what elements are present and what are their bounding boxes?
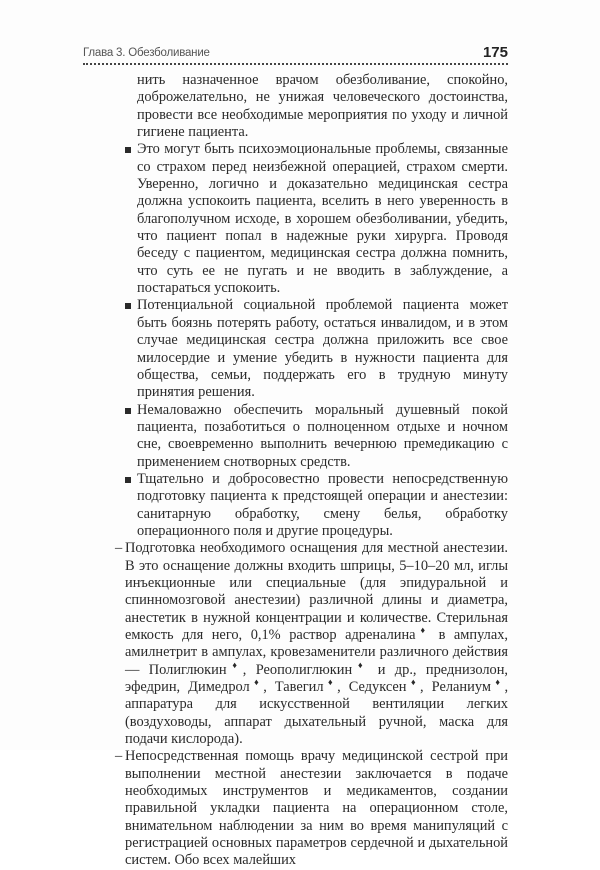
- bullet-text: Немаловажно обеспечить моральный душевный покой пациента, позаботиться о полноценном отдыхе и ночном сне, своевременно выполнить вечернюю премедикацию с применением снотворных средств.: [137, 401, 508, 470]
- bullet-text: Потенциальной социальной проблемой пациента может быть боязнь потерять работу, остаться инвалидом, и в этом случае медицинская сестра должна приложить все свое милосердие и умение убедить в нужности пациента для общества, семьи, поддержать его в трудную минуту принятия решения.: [137, 297, 508, 401]
- dash-marker: –: [115, 540, 123, 557]
- text-segment: , Тавегил: [263, 679, 324, 696]
- continued-paragraph: нить назначенное врачом обезболивание, спокойно, доброжелательно, не унижая человеческого достоинства, провести все необходимые мероприятия по уходу и личной гигиене пациента.: [137, 72, 508, 141]
- text-segment: и др., преднизолон, эфедрин, Димедрол: [125, 661, 508, 696]
- text-segment: в ампулах, амилнетрит в ампулах, кровезаменители различного действия — Полиглюкин: [125, 627, 509, 678]
- dash-list: [115, 540, 508, 870]
- body-text: [115, 72, 508, 870]
- dash-item-assistance: [115, 748, 508, 869]
- bullet-text: Это могут быть психоэмоциональные проблемы, связанные со страхом перед неизбежной операцией, страхом смерти. Уверенно, логично и доказательно медицинская сестра должна успокоить пациента, вселить в него уверенность в благополучном исходе, в хорошем обезболивании, убедить, что пациент попал в надежные руки хирурга. Проводя беседу с пациентом, медицинская сестра должна помнить, что суть ее не пугать и не вводить в заблуждение, а постараться успокоить.: [137, 141, 508, 297]
- trademark-marker-icon: ♦: [415, 625, 431, 636]
- text-segment: , аппаратура для искусственной вентиляции легких (воздуховоды, аппарат дыхательный ручной, маска для подачи кислорода).: [125, 679, 509, 748]
- trademark-marker-icon: ♦: [249, 677, 264, 688]
- page-number: 175: [482, 44, 508, 61]
- bullet-list: [115, 141, 508, 540]
- trademark-marker-icon: ♦: [490, 677, 505, 688]
- text-segment: Подготовка необходимого оснащения для местной анестезии. В это оснащение должны входить шприцы, 5–10–20 мл, иглы инъекционные или специальные (для эпидуральной и спинномозговой анестезии) различной длины и диаметра, анестетик в нужной концентрации и количестве. Стерильная емкость для него, 0,1% раствор адреналина: [125, 540, 508, 643]
- trademark-marker-icon: ♦: [323, 677, 338, 688]
- bullet-item: [137, 141, 508, 297]
- chapter-title: Глава 3. Обезболивание: [83, 47, 210, 59]
- text-segment: , Реланиум: [420, 679, 491, 696]
- trademark-marker-icon: ♦: [352, 659, 369, 670]
- text-segment: Непосредственная помощь врачу медицинской сестрой при выполнении местной анестезии заключается в подаче необходимых инструментов и медикаментов, создании правильной укладки пациента на операционном столе, внимательном наблюдении за ним во время манипуляций с регистрацией основных параметров сердечной и дыхательной систем. Обо всех малейших: [125, 748, 508, 869]
- bullet-text: Тщательно и добросовестно провести непосредственную подготовку пациента к предстоящей операции и анестезии: санитарную обработку, смену белья, обработку операционного поля и другие процедуры.: [137, 470, 508, 539]
- square-bullet-icon: [125, 408, 131, 414]
- dash-marker: –: [115, 748, 123, 765]
- trademark-marker-icon: ♦: [406, 677, 420, 688]
- header-dotted-rule: [83, 63, 508, 65]
- text-segment: , Реополиглюкин: [242, 661, 353, 678]
- square-bullet-icon: [125, 147, 131, 153]
- bullet-item: [137, 297, 508, 401]
- square-bullet-icon: [125, 477, 131, 483]
- square-bullet-icon: [125, 303, 131, 309]
- bullet-item: [137, 471, 508, 540]
- dash-item-equipment: [115, 540, 509, 748]
- bullet-item: [137, 402, 508, 471]
- trademark-marker-icon: ♦: [226, 659, 243, 670]
- text-segment: , Седуксен: [337, 679, 407, 696]
- running-head: [83, 44, 508, 64]
